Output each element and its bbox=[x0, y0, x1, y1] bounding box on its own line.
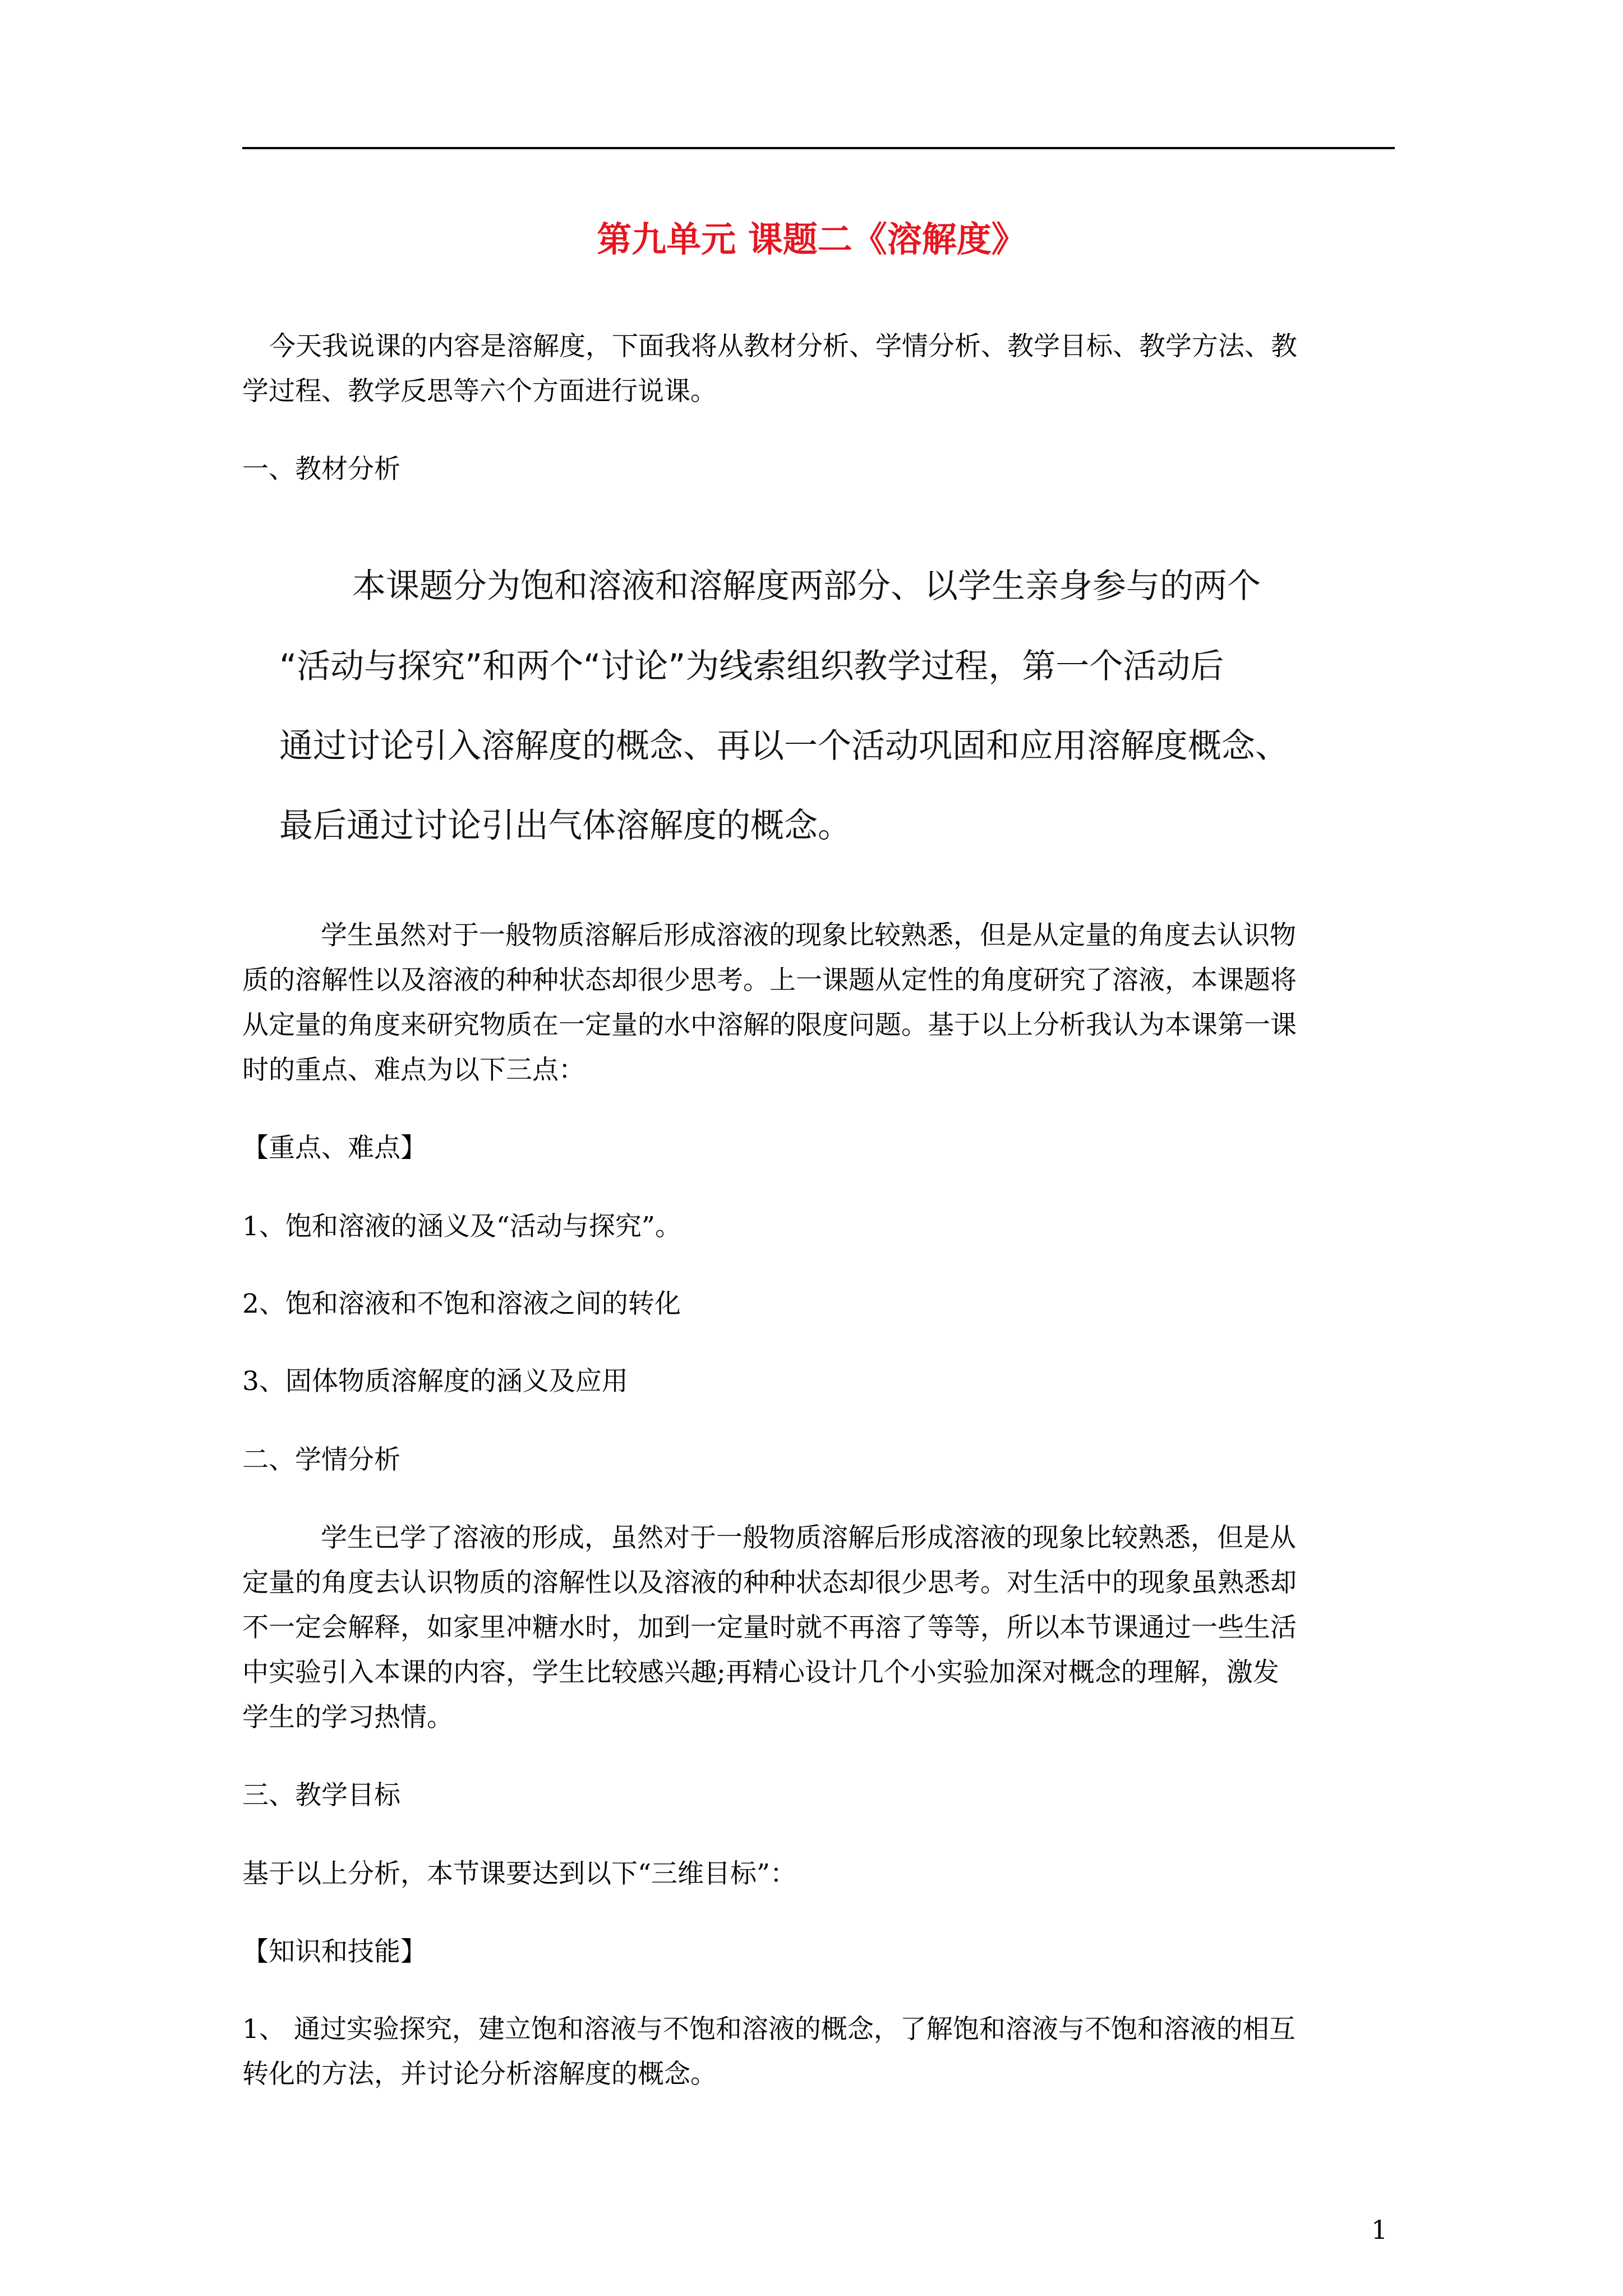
intro-line-2: 学过程、教学反思等六个方面进行说课。 bbox=[242, 376, 717, 407]
section-2-paragraph-line-2: 定量的角度去认识物质的溶解性以及溶液的种种状态却很少思考。对生活中的现象虽熟悉却 bbox=[242, 1567, 1297, 1598]
scanned-line-3: 通过讨论引入溶解度的概念、再以一个活动巩固和应用溶解度概念、 bbox=[279, 726, 1289, 766]
section-1-heading: 一、教材分析 bbox=[242, 454, 400, 485]
section-1-paragraph-line-1: 学生虽然对于一般物质溶解后形成溶液的现象比较熟悉，但是从定量的角度去认识物 bbox=[321, 920, 1296, 951]
section-3-intro: 基于以上分析，本节课要达到以下“三维目标”： bbox=[242, 1858, 797, 1889]
scanned-line-2: “活动与探究”和两个“讨论”为线索组织教学过程，第一个活动后 bbox=[279, 647, 1224, 686]
key-point-item-2: 2、饱和溶液和不饱和溶液之间的转化 bbox=[242, 1289, 681, 1319]
section-3-heading: 三、教学目标 bbox=[242, 1780, 400, 1811]
section-2-heading: 二、学情分析 bbox=[242, 1444, 400, 1475]
section-2-paragraph-line-1: 学生已学了溶液的形成，虽然对于一般物质溶解后形成溶液的现象比较熟悉，但是从 bbox=[321, 1522, 1296, 1553]
header-rule bbox=[242, 147, 1395, 149]
scanned-line-1: 本课题分为饱和溶液和溶解度两部分、以学生亲身参与的两个 bbox=[352, 567, 1261, 606]
section-2-paragraph-line-4: 中实验引入本课的内容，学生比较感兴趣;再精心设计几个小实验加深对概念的理解，激发 bbox=[242, 1657, 1279, 1688]
intro-line-1: 今天我说课的内容是溶解度，下面我将从教材分析、学情分析、教学目标、教学方法、教 bbox=[269, 331, 1297, 362]
document-title: 第九单元 课题二《溶解度》 bbox=[597, 219, 1026, 260]
scanned-paragraph-image bbox=[242, 550, 1395, 864]
key-points-heading: 【重点、难点】 bbox=[242, 1133, 427, 1163]
objective-item-1-line-2: 转化的方法，并讨论分析溶解度的概念。 bbox=[242, 2059, 717, 2090]
section-1-paragraph-line-4: 时的重点、难点为以下三点： bbox=[242, 1055, 585, 1085]
scanned-line-4: 最后通过讨论引出气体溶解度的概念。 bbox=[279, 806, 851, 845]
knowledge-skills-heading: 【知识和技能】 bbox=[242, 1936, 427, 1967]
section-1-paragraph-line-3: 从定量的角度来研究物质在一定量的水中溶解的限度问题。基于以上分析我认为本课第一课 bbox=[242, 1010, 1297, 1041]
section-1-paragraph-line-2: 质的溶解性以及溶液的种种状态却很少思考。上一课题从定性的角度研究了溶液，本课题将 bbox=[242, 965, 1297, 996]
section-2-paragraph-line-3: 不一定会解释，如家里冲糖水时，加到一定量时就不再溶了等等，所以本节课通过一些生活 bbox=[242, 1612, 1297, 1643]
page-number: 1 bbox=[1371, 2215, 1388, 2245]
objective-item-1-line-1: 1、 通过实验探究，建立饱和溶液与不饱和溶液的概念，了解饱和溶液与不饱和溶液的相互 bbox=[242, 2014, 1295, 2045]
key-point-item-1: 1、饱和溶液的涵义及“活动与探究”。 bbox=[242, 1211, 681, 1242]
key-point-item-3: 3、固体物质溶解度的涵义及应用 bbox=[242, 1366, 628, 1397]
section-2-paragraph-line-5: 学生的学习热情。 bbox=[242, 1702, 453, 1733]
